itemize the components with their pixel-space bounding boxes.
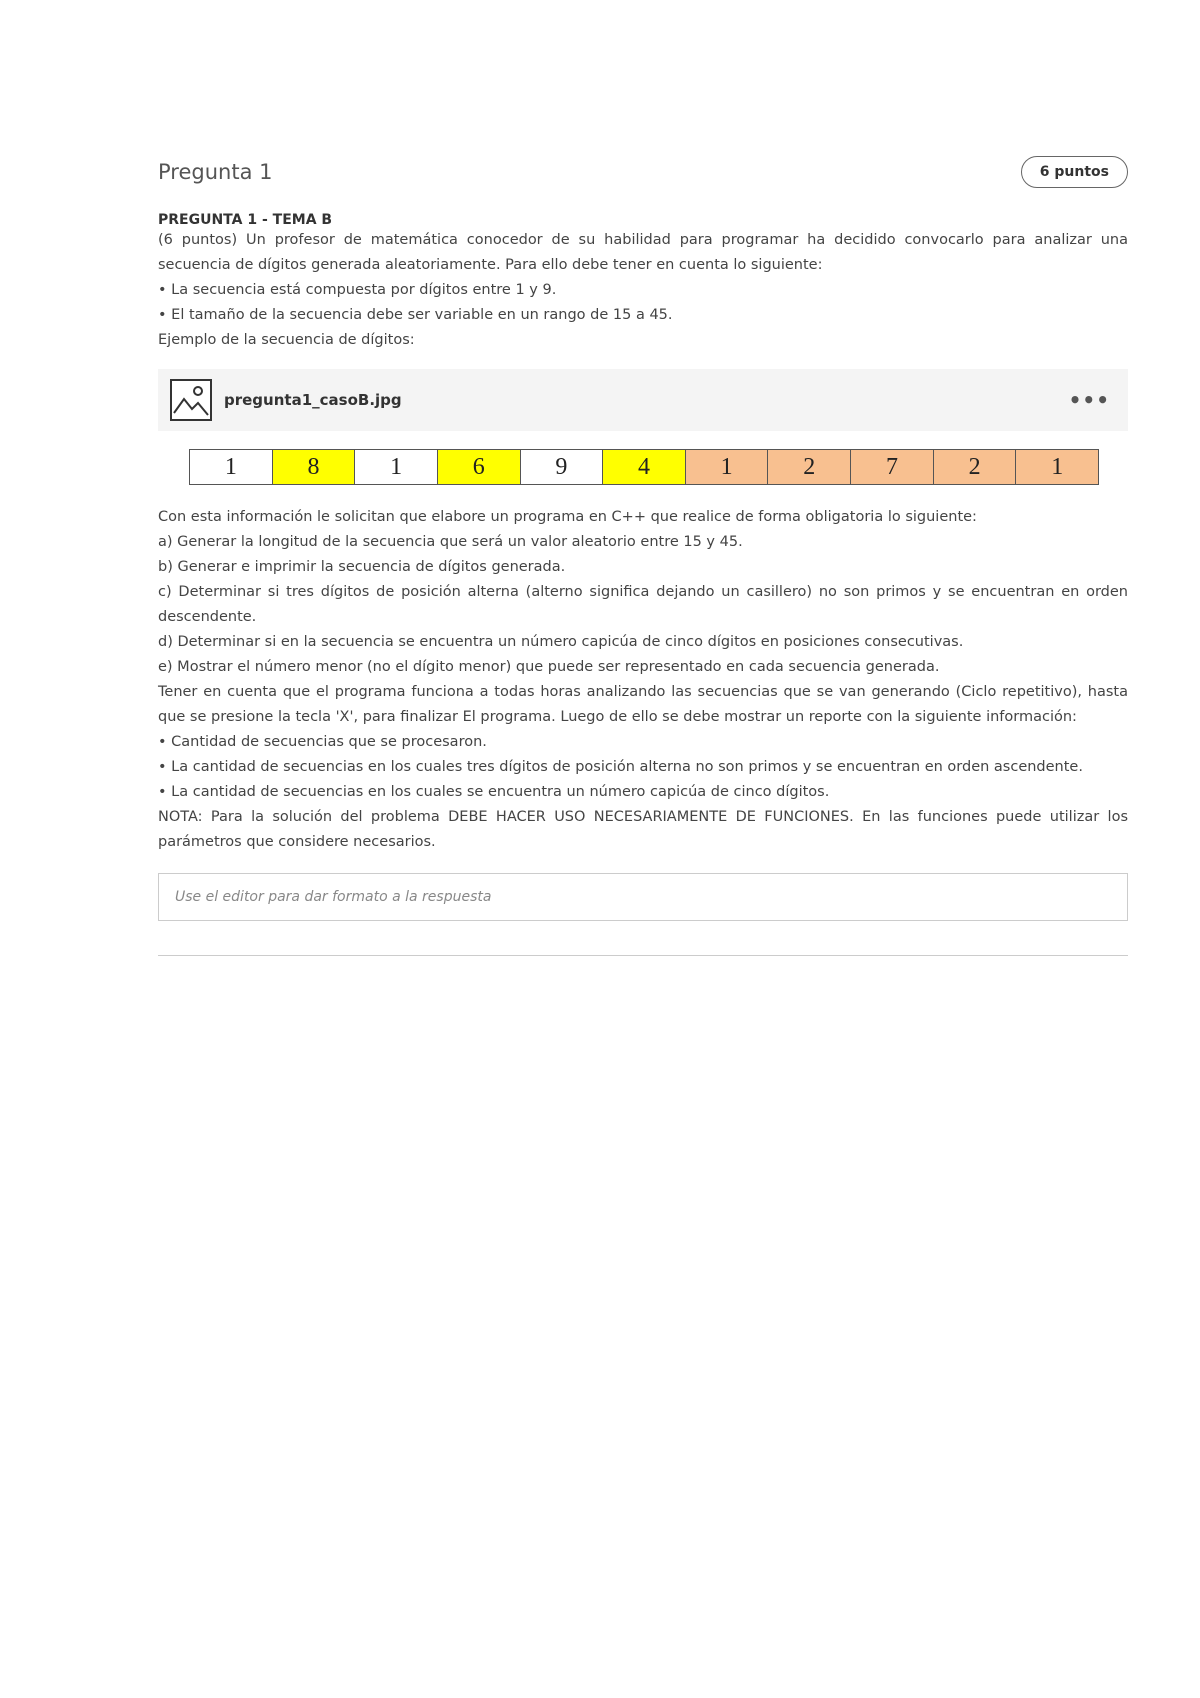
intro-bullet: • La secuencia está compuesta por dígitos entre 1 y 9. [158, 282, 557, 298]
sequence-cell: 2 [768, 450, 851, 484]
instruction-line: a) Generar la longitud de la secuencia que será un valor aleatorio entre 15 y 45. [158, 534, 743, 550]
image-icon [170, 379, 212, 421]
sequence-cell: 1 [686, 450, 769, 484]
intro-bullet: • El tamaño de la secuencia debe ser variable en un rango de 15 a 45. [158, 307, 673, 323]
question-intro [158, 228, 1128, 353]
report-bullet: • La cantidad de secuencias en los cuales se encuentra un número capicúa de cinco dígitos. [158, 784, 830, 800]
question-header [158, 152, 1128, 192]
sequence-cell: 8 [273, 450, 356, 484]
sequence-cell: 4 [603, 450, 686, 484]
attachment-filename[interactable]: pregunta1_casoB.jpg [224, 391, 402, 409]
question-subtitle: PREGUNTA 1 - TEMA B [158, 212, 333, 228]
sequence-cell: 6 [438, 450, 521, 484]
answer-editor[interactable] [158, 873, 1128, 921]
question-card [158, 152, 1128, 956]
divider [158, 955, 1128, 956]
instruction-line: e) Mostrar el número menor (no el dígito menor) que puede ser representado en cada secuencia generada. [158, 659, 940, 675]
sequence-cell: 1 [190, 450, 273, 484]
intro-example-label: Ejemplo de la secuencia de dígitos: [158, 332, 415, 348]
points-badge: 6 puntos [1021, 156, 1128, 188]
attachment-bar[interactable] [158, 369, 1128, 431]
sequence-image [158, 449, 1128, 485]
report-bullet: • Cantidad de secuencias que se procesaron. [158, 734, 487, 750]
sequence-cell: 9 [521, 450, 604, 484]
question-instructions [158, 505, 1128, 855]
instruction-line: Tener en cuenta que el programa funciona a todas horas analizando las secuencias que se van generando (Ciclo repetitivo), hasta que se presione la tecla 'X', para finalizar El programa. Luego de ello se debe mostrar un reporte con la siguiente información: [158, 684, 1128, 725]
instruction-line: Con esta información le solicitan que elabore un programa en C++ que realice de forma obligatoria lo siguiente: [158, 509, 977, 525]
note-paragraph: NOTA: Para la solución del problema DEBE HACER USO NECESARIAMENTE DE FUNCIONES. En las funciones puede utilizar los parámetros que considere necesarios. [158, 809, 1128, 850]
instruction-line: d) Determinar si en la secuencia se encuentra un número capicúa de cinco dígitos en posiciones consecutivas. [158, 634, 964, 650]
report-bullet: • La cantidad de secuencias en los cuales tres dígitos de posición alterna no son primos y se encuentran en orden ascendente. [158, 759, 1083, 775]
editor-placeholder: Use el editor para dar formato a la respuesta [175, 889, 492, 905]
intro-paragraph: (6 puntos) Un profesor de matemática conocedor de su habilidad para programar ha decidido convocarlo para analizar una secuencia de dígitos generada aleatoriamente. Para ello debe tener en cuenta lo siguiente: [158, 232, 1128, 273]
instruction-line: b) Generar e imprimir la secuencia de dígitos generada. [158, 559, 566, 575]
question-title: Pregunta 1 [158, 160, 273, 184]
sequence-cell: 2 [934, 450, 1017, 484]
sequence-cell: 1 [1016, 450, 1098, 484]
sequence-cell: 1 [355, 450, 438, 484]
instruction-line: c) Determinar si tres dígitos de posición alterna (alterno significa dejando un casillero) no son primos y se encuentran en orden descendente. [158, 584, 1128, 625]
sequence-strip [189, 449, 1099, 485]
sequence-cell: 7 [851, 450, 934, 484]
more-options-icon[interactable]: ••• [1068, 388, 1110, 412]
